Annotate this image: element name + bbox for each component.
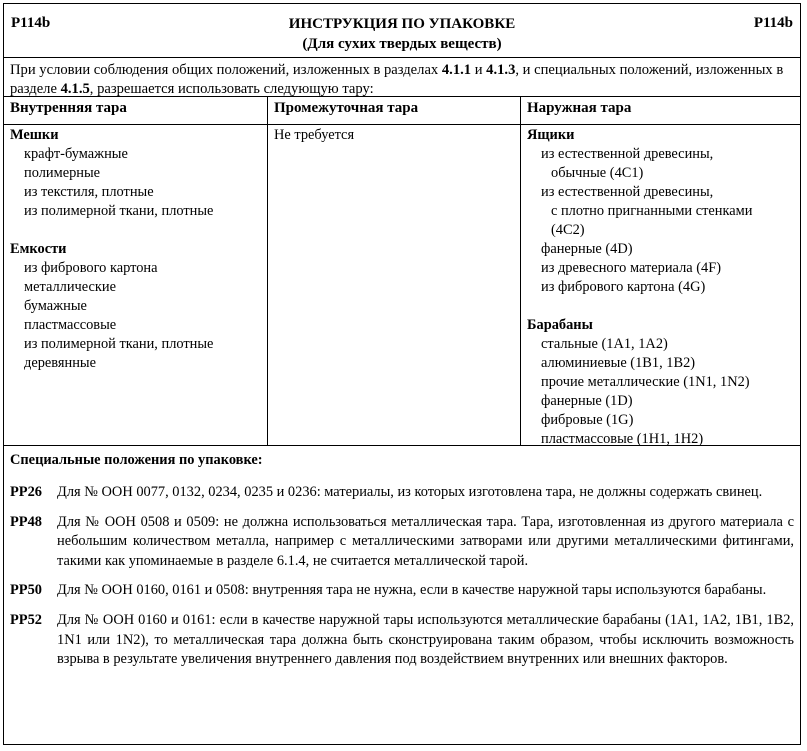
instruction-title: ИНСТРУКЦИЯ ПО УПАКОВКЕ (288, 16, 516, 32)
list-item: из древесного материала (4F) (541, 260, 722, 276)
provision-code: PP52 (10, 611, 42, 628)
receptacles-title: Емкости (10, 241, 67, 257)
list-item: стальные (1A1, 1A2) (541, 336, 668, 352)
packaging-body-row (4, 125, 800, 446)
list-item: из фибрового картона (4G) (541, 279, 706, 295)
intro-ref-415: 4.1.5 (60, 81, 90, 97)
list-item: фанерные (1D) (541, 393, 633, 409)
special-provisions-title: Специальные положения по упаковке: (10, 452, 263, 468)
provision-pp50 (10, 581, 794, 601)
special-provisions (4, 446, 800, 670)
provision-text: Для № ООН 0508 и 0509: не должна использоваться металлическая тара. Тара, изготовленная из другого материала с небольшим количеством металла, например с металлическими затворами или другими металлическими фитингами, такими как упоминаемые в разделе 6.1.4, не считается металлической тарой. (57, 513, 794, 569)
list-item: прочие металлические (1N1, 1N2) (541, 374, 750, 390)
list-item: крафт-бумажные (24, 146, 128, 162)
boxes-title: Ящики (527, 127, 575, 143)
list-item: из полимерной ткани, плотные (24, 336, 214, 352)
list-item: бумажные (24, 298, 87, 314)
intro-text-2: , и специальных положений, изложенных в разделе (10, 62, 784, 97)
provision-code: PP26 (10, 484, 42, 500)
bags-title: Мешки (10, 127, 59, 143)
list-item: (4C2) (551, 222, 585, 238)
list-item: пластмассовые (1H1, 1H2) (541, 431, 704, 447)
provision-pp52 (10, 611, 794, 670)
packing-instruction-table (3, 3, 801, 745)
provision-pp26 (10, 483, 794, 503)
provision-pp48 (10, 513, 794, 572)
instruction-header (4, 4, 800, 58)
provision-text: Для № ООН 0077, 0132, 0234, 0235 и 0236: материалы, из которых изготовлена тара, не должны содержать свинец. (57, 484, 763, 500)
list-item: из естественной древесины, (541, 184, 714, 200)
list-item: из текстиля, плотные (24, 184, 154, 200)
column-header-inner: Внутренняя тара (4, 97, 268, 124)
list-item: пластмассовые (24, 317, 117, 333)
instruction-code-left: P114b (11, 15, 51, 31)
provision-text: Для № ООН 0160, 0161 и 0508: внутренняя тара не нужна, если в качестве наружной тары используются барабаны. (57, 582, 767, 599)
column-headers (4, 97, 800, 125)
list-item: с плотно пригнанными стенками (551, 203, 753, 219)
list-item: алюминиевые (1B1, 1B2) (541, 355, 696, 371)
column-header-outer: Наружная тара (527, 100, 632, 116)
list-item: из фибрового картона (24, 260, 158, 276)
intro-text-1: При условии соблюдения общих положений, изложенных в разделах (10, 62, 442, 78)
instruction-code-right: P114b (753, 15, 793, 31)
intro-paragraph (4, 58, 800, 97)
list-item: металлические (24, 279, 116, 295)
list-item: из естественной древесины, (541, 146, 714, 162)
intermediate-packaging-cell (268, 125, 521, 445)
list-item: из полимерной ткани, плотные (24, 203, 214, 219)
list-item: обычные (4C1) (551, 165, 644, 181)
provision-code: PP48 (10, 513, 42, 530)
column-header-intermediate: Промежуточная тара (268, 97, 521, 124)
intermediate-not-required: Не требуется (274, 127, 355, 143)
provision-text: Для № ООН 0160 и 0161: если в качестве наружной тары используются металлические барабаны (1A1, 1A2, 1B1, 1B2, 1N1 или 1N2), то металлическая тара должна быть сконструирована таким образом, чтобы исключить возможность взрыва в результате увеличения внутреннего давления под воздействием внутренних или внешних факторов. (57, 611, 794, 668)
intro-text-3: , разрешается использовать следующую тару: (89, 81, 374, 97)
list-item: фибровые (1G) (541, 412, 634, 428)
outer-packaging-cell (521, 125, 800, 445)
list-item: полимерные (24, 165, 101, 181)
drums-title: Барабаны (527, 317, 593, 333)
list-item: фанерные (4D) (541, 241, 633, 257)
instruction-subtitle: (Для сухих твердых веществ) (302, 36, 502, 52)
inner-packaging-cell (4, 125, 268, 445)
provision-code: PP50 (10, 582, 42, 599)
intro-ref-411: 4.1.1 (441, 62, 472, 78)
intro-ref-413: 4.1.3 (486, 62, 516, 78)
intro-and: и (471, 62, 487, 78)
list-item: деревянные (24, 355, 96, 371)
